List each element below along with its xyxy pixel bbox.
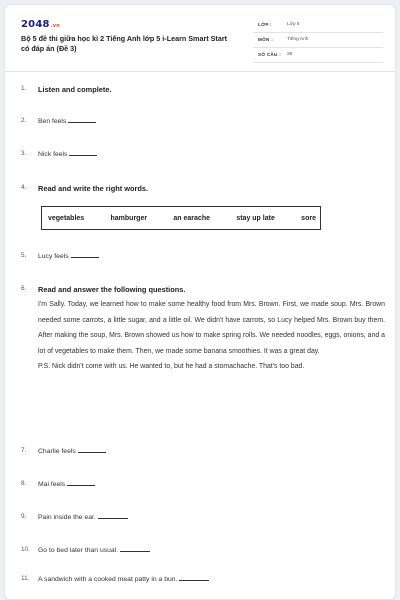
question-number: 4. (21, 184, 27, 191)
answer-blank[interactable] (71, 252, 99, 258)
meta-label: SỐ CÂU : (258, 52, 282, 57)
question-text (38, 575, 209, 583)
answer-blank[interactable] (179, 575, 209, 581)
answer-blank[interactable] (69, 150, 97, 156)
meta-row-subject (253, 33, 383, 48)
question-prompt: Nick feels (38, 151, 68, 158)
question-prompt: Mai feels (38, 481, 66, 488)
reading-passage (38, 297, 385, 375)
answer-blank[interactable] (68, 117, 96, 123)
question-number: 10. (21, 546, 30, 553)
meta-value: 28 (287, 52, 293, 57)
question-prompt: Pain inside the ear. (38, 514, 96, 521)
question-number: 7. (21, 447, 27, 454)
site-logo[interactable] (21, 19, 60, 30)
logo-text: 2048 (21, 19, 50, 30)
question-text (38, 252, 99, 260)
meta-value: Lớp 5 (287, 22, 300, 27)
question-text (38, 513, 128, 521)
word-box (41, 206, 321, 230)
passage-ps: P.S. Nick didn't come with us. He wanted to, but he had a stomachache. That's too bad. (38, 363, 305, 371)
meta-label: LỚP : (258, 22, 273, 27)
word-option: vegetables (48, 214, 85, 222)
question-text (38, 447, 106, 455)
word-option: hamburger (110, 214, 148, 222)
answer-blank[interactable] (67, 480, 95, 486)
question-number: 9. (21, 513, 27, 520)
question-prompt: Charlie feels (38, 448, 76, 455)
question-text: Listen and complete. (38, 85, 112, 94)
meta-row-count (253, 48, 383, 63)
question-text (38, 150, 97, 158)
question-text: Read and answer the following questions. (38, 285, 186, 294)
question-number: 8. (21, 480, 27, 487)
answer-blank[interactable] (120, 546, 150, 552)
question-text (38, 117, 96, 125)
question-prompt: A sandwich with a cooked meat patty in a bun. (38, 576, 178, 583)
logo-suffix: .vn (50, 23, 60, 29)
question-text: Read and write the right words. (38, 184, 149, 193)
word-option: an earache (173, 214, 210, 222)
document-title: Bộ 5 đề thi giữa học kì 2 Tiếng Anh lớp 5 i-Learn Smart Start có đáp án (Đề 3) (21, 34, 228, 53)
question-text (38, 480, 95, 488)
question-prompt: Ben feels (38, 118, 67, 125)
question-prompt: Lucy feels (38, 253, 69, 260)
document-meta (253, 18, 383, 63)
meta-row-class (253, 18, 383, 33)
question-prompt: Go to bed later than usual. (38, 547, 119, 554)
passage-body: I'm Sally. Today, we learned how to make some healthy food from Mrs. Brown. First, we made soup. Mrs. Brown needed some carrots, a little sugar, and a little oil. We didn't have carrots, so Lucy helped Mrs. Brown buy them. After making the soup, Mrs. Brown showed us how to make spring rolls. We needed noodles, eggs, onions, and a lot of vegetables to make them. Then, we made some banana smoothies. It was a great day. (38, 301, 385, 355)
question-number: 3. (21, 150, 27, 157)
question-number: 2. (21, 117, 27, 124)
question-number: 1. (21, 85, 27, 92)
word-option: sore (301, 214, 316, 222)
question-text (38, 546, 150, 554)
page-header (5, 5, 396, 71)
question-number: 11. (21, 575, 30, 582)
question-number: 6. (21, 285, 27, 292)
meta-value: Tiếng Anh (287, 37, 309, 42)
answer-blank[interactable] (98, 513, 128, 519)
header-divider (5, 71, 396, 72)
document-page (4, 4, 396, 600)
question-number: 5. (21, 252, 27, 259)
answer-blank[interactable] (78, 447, 106, 453)
word-option: stay up late (236, 214, 275, 222)
meta-label: MÔN : (258, 37, 274, 42)
